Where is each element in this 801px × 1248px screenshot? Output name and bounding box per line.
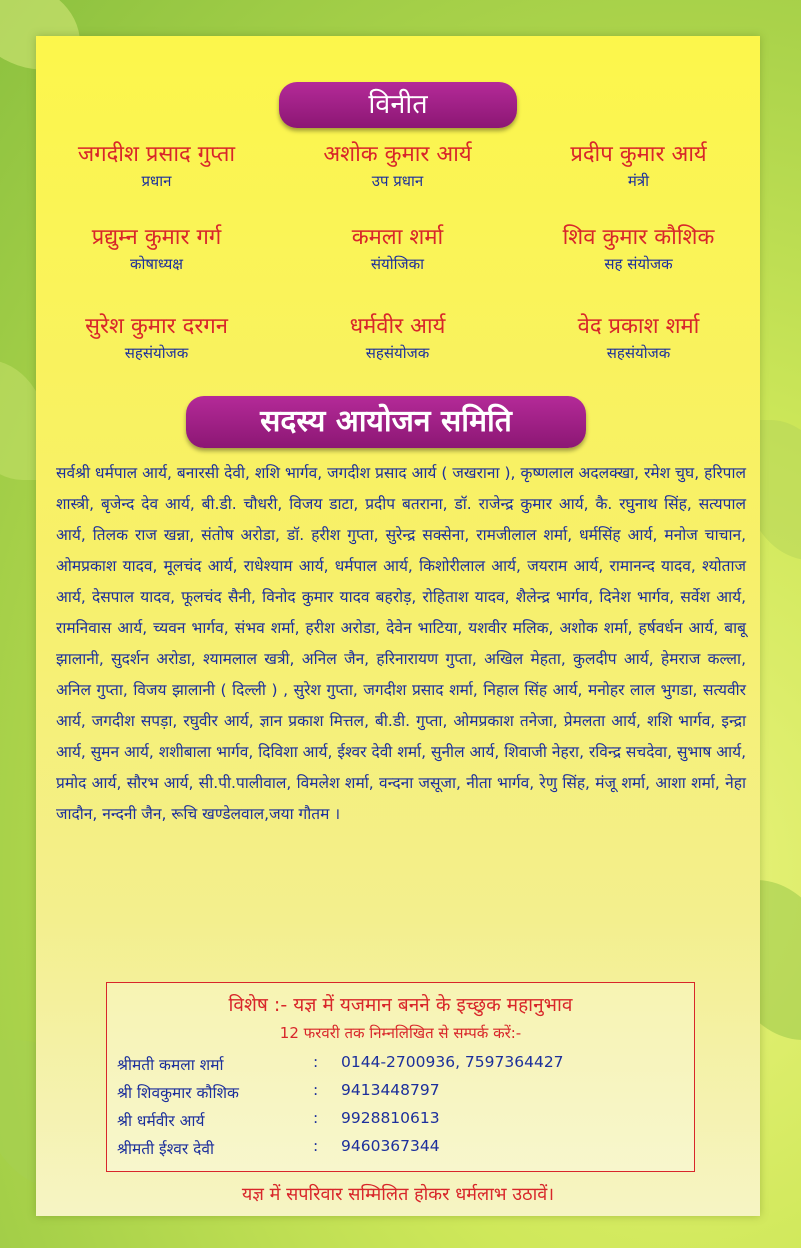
officer-post: सहसंयोजक: [365, 344, 430, 362]
officer-card: [277, 312, 518, 364]
contact-row: [117, 1137, 687, 1163]
contact-name: श्री शिवकुमार कौशिक: [117, 1084, 239, 1102]
officer-name: वेद प्रकाश शर्मा: [577, 314, 700, 339]
officer-post: सह संयोजक: [604, 255, 673, 273]
officer-name: धर्मवीर आर्य: [349, 314, 446, 339]
officer-name: प्रद्युम्न कुमार गर्ग: [91, 225, 222, 250]
officer-post: संयोजिका: [370, 255, 425, 273]
officer-post: मंत्री: [627, 172, 650, 190]
contact-phone: 0144-2700936, 7597364427: [341, 1053, 564, 1071]
contact-heading: विशेष :- यज्ञ में यजमान बनने के इच्छुक महानुभाव: [228, 994, 573, 1016]
contact-row: [117, 1053, 687, 1079]
officer-post: प्रधान: [141, 172, 172, 190]
officer-post: कोषाध्यक्ष: [129, 255, 184, 273]
officer-card: [36, 312, 277, 364]
contact-separator: :: [313, 1137, 319, 1155]
contact-separator: :: [313, 1109, 319, 1127]
officer-card: [518, 223, 759, 275]
contact-box: [106, 982, 695, 1172]
contact-phone: 9413448797: [341, 1081, 440, 1099]
officer-card: [277, 140, 518, 192]
footer-message: यज्ञ में सपरिवार सम्मिलित होकर धर्मलाभ उठावें।: [241, 1184, 555, 1205]
officer-post: उप प्रधान: [371, 172, 424, 190]
officer-card: [277, 223, 518, 275]
contact-phone: 9928810613: [341, 1109, 440, 1127]
officer-name: कमला शर्मा: [351, 225, 444, 250]
contact-subheading: 12 फरवरी तक निम्नलिखित से सम्पर्क करें:-: [279, 1024, 522, 1042]
officer-card: [518, 312, 759, 364]
officer-name: जगदीश प्रसाद गुप्ता: [77, 142, 236, 167]
contact-row: [117, 1081, 687, 1107]
contact-name: श्री धर्मवीर आर्य: [117, 1112, 205, 1130]
officer-name: शिव कुमार कौशिक: [562, 225, 715, 250]
contact-separator: :: [313, 1081, 319, 1099]
officer-card: [36, 223, 277, 275]
officer-post: सहसंयोजक: [124, 344, 189, 362]
officer-name: अशोक कुमार आर्य: [323, 142, 472, 167]
officer-name: सुरेश कुमार दरगन: [85, 314, 228, 339]
contact-separator: :: [313, 1053, 319, 1071]
officer-card: [518, 140, 759, 192]
officer-card: [36, 140, 277, 192]
officer-name: प्रदीप कुमार आर्य: [570, 142, 707, 167]
contact-name: श्रीमती ईश्वर देवी: [117, 1140, 214, 1158]
contact-phone: 9460367344: [341, 1137, 440, 1155]
vineet-heading: विनीत: [279, 82, 517, 128]
officer-post: सहसंयोजक: [606, 344, 671, 362]
contact-name: श्रीमती कमला शर्मा: [117, 1056, 224, 1074]
committee-members-list: सर्वश्री धर्मपाल आर्य, बनारसी देवी, शशि भार्गव, जगदीश प्रसाद आर्य ( जखराना ), कृष्णलाल अदलक्खा, रमेश चुघ, हरिपाल शास्त्री, बृजेन्द देव आर्य, बी.डी. चौधरी, विजय डाटा, प्रदीप बतराना, डॉ. राजेन्द्र कुमार आर्य, कै. रघुनाथ सिंह, सत्यपाल आर्य, तिलक राज खन्ना, संतोष अरोडा, डॉ. हरीश गुप्ता, सुरेन्द्र सक्सेना, रामजीलाल शर्मा, धर्मसिंह आर्य, मनोज चाचान, ओमप्रकाश यादव, मूलचंद आर्य, राधेश्याम आर्य, धर्मपाल आर्य, किशोरीलाल आर्य, जयराम आर्य, रामानन्द यादव, श्योताज आर्य, देसपाल यादव, फूलचंद सैनी, विनोद कुमार यादव बहरोड़, रोहिताश यादव, शैलेन्द्र भार्गव, दिनेश भार्गव, सर्वेश आर्य, रामनिवास आर्य, च्यवन भार्गव, संभव शर्मा, हरीश अरोडा, देवेन भाटिया, यशवीर मलिक, अशोक शर्मा, हर्षवर्धन आर्य, बाबू झालानी, सुदर्शन अरोडा, श्यामलाल खत्री, अनिल जैन, हरिनारायण गुप्ता, अखिल मेहता, कुलदीप आर्य, हेमराज कल्ला, अनिल गुप्ता, विजय झालानी ( दिल्ली ) , सुरेश गुप्ता, जगदीश प्रसाद शर्मा, निहाल सिंह आर्य, मनोहर लाल भुगडा, सत्यवीर आर्य, जगदीश सपड़ा, रघुवीर आर्य, ज्ञान प्रकाश मित्तल, बी.डी. गुप्ता, ओमप्रकाश तनेजा, प्रेमलता आर्य, शशि भार्गव, इन्द्रा आर्य, सुमन आर्य, शशीबाला भार्गव, दिविशा आर्य, ईश्वर देवी शर्मा, सुनील आर्य, शिवाजी नेहरा, रविन्द्र सचदेवा, सुभाष आर्य, प्रमोद आर्य, सौरभ आर्य, सी.पी.पालीवाल, विमलेश शर्मा, वन्दना जसूजा, नीता भार्गव, रेणु सिंह, मंजू शर्मा, आशा शर्मा, नेहा जादौन, नन्दनी जैन, रूचि खण्डेलवाल,जया गौतम ।: [56, 464, 746, 823]
committee-heading: सदस्य आयोजन समिति: [186, 396, 586, 448]
contact-row: [117, 1109, 687, 1135]
